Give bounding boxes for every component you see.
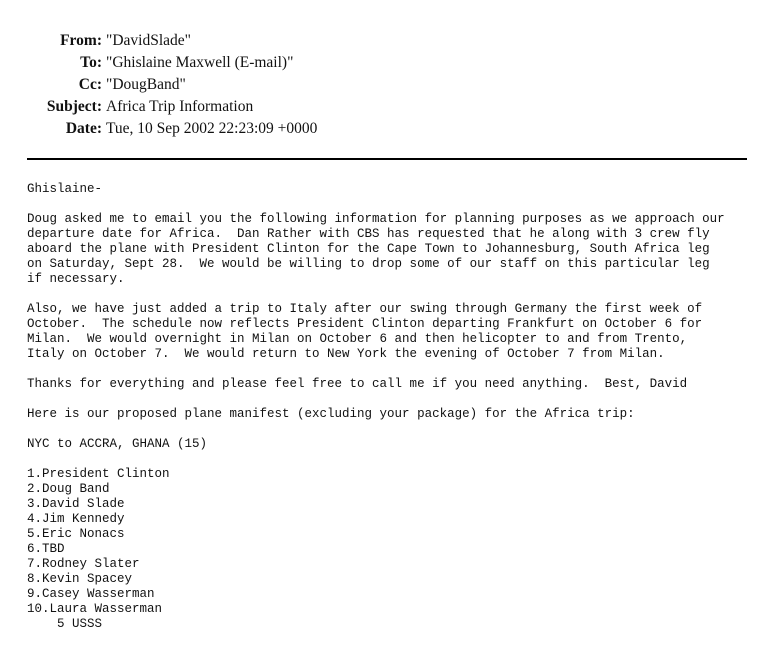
manifest-item: 4.Jim Kennedy: [27, 512, 125, 526]
greeting: Ghislaine-: [27, 182, 103, 196]
paragraph-line: Milan. We would overnight in Milan on October 6 and then helicopter to and from Trento,: [27, 332, 688, 346]
spacer: [27, 362, 762, 377]
subject-label: Subject:: [46, 98, 102, 115]
paragraph-dan-rather: [27, 212, 762, 287]
paragraph-line: if necessary.: [27, 272, 125, 286]
spacer: [27, 422, 762, 437]
cc-label: Cc:: [78, 76, 102, 93]
from-row: [0, 30, 317, 52]
from-value: "DavidSlade": [106, 32, 191, 49]
manifest-item: 8.Kevin Spacey: [27, 572, 133, 586]
paragraph-line: Also, we have just added a trip to Italy after our swing through Germany the first week of: [27, 302, 703, 316]
paragraph-line: Italy on October 7. We would return to New York the evening of October 7 from Milan.: [27, 347, 665, 361]
thanks-line: Thanks for everything and please feel free to call me if you need anything. Best, David: [27, 377, 688, 391]
to-row: [0, 52, 317, 74]
spacer: [27, 287, 762, 302]
manifest-list: [27, 467, 762, 632]
subject-value: Africa Trip Information: [106, 98, 254, 115]
manifest-intro: Here is our proposed plane manifest (excluding your package) for the Africa trip:: [27, 407, 635, 421]
header-divider: [27, 158, 747, 160]
manifest-item: 6.TBD: [27, 542, 65, 556]
paragraph-line: Doug asked me to email you the following information for planning purposes as we approach our: [27, 212, 725, 226]
to-value: "Ghislaine Maxwell (E-mail)": [106, 54, 294, 71]
email-header: [0, 30, 317, 140]
manifest-item: 5 USSS: [27, 617, 103, 631]
manifest-item: 3.David Slade: [27, 497, 125, 511]
paragraph-italy-trip: [27, 302, 762, 362]
cc-row: [0, 74, 317, 96]
paragraph-line: on Saturday, Sept 28. We would be willing to drop some of our staff on this particular leg: [27, 257, 710, 271]
route-heading: NYC to ACCRA, GHANA (15): [27, 437, 208, 451]
email-body: [27, 182, 762, 632]
date-row: [0, 118, 317, 140]
manifest-item: 2.Doug Band: [27, 482, 110, 496]
paragraph-line: departure date for Africa. Dan Rather with CBS has requested that he along with 3 crew fly: [27, 227, 710, 241]
from-label: From:: [60, 32, 102, 49]
subject-row: [0, 96, 317, 118]
spacer: [27, 197, 762, 212]
paragraph-line: October. The schedule now reflects President Clinton departing Frankfurt on October 6 for: [27, 317, 703, 331]
cc-value: "DougBand": [106, 76, 186, 93]
date-value: Tue, 10 Sep 2002 22:23:09 +0000: [106, 120, 318, 137]
paragraph-line: aboard the plane with President Clinton for the Cape Town to Johannesburg, South Africa leg: [27, 242, 710, 256]
date-label: Date:: [65, 120, 102, 137]
spacer: [27, 392, 762, 407]
spacer: [27, 452, 762, 467]
manifest-item: 7.Rodney Slater: [27, 557, 140, 571]
manifest-item: 10.Laura Wasserman: [27, 602, 163, 616]
manifest-item: 1.President Clinton: [27, 467, 170, 481]
manifest-item: 5.Eric Nonacs: [27, 527, 125, 541]
manifest-item: 9.Casey Wasserman: [27, 587, 155, 601]
to-label: To:: [80, 54, 102, 71]
